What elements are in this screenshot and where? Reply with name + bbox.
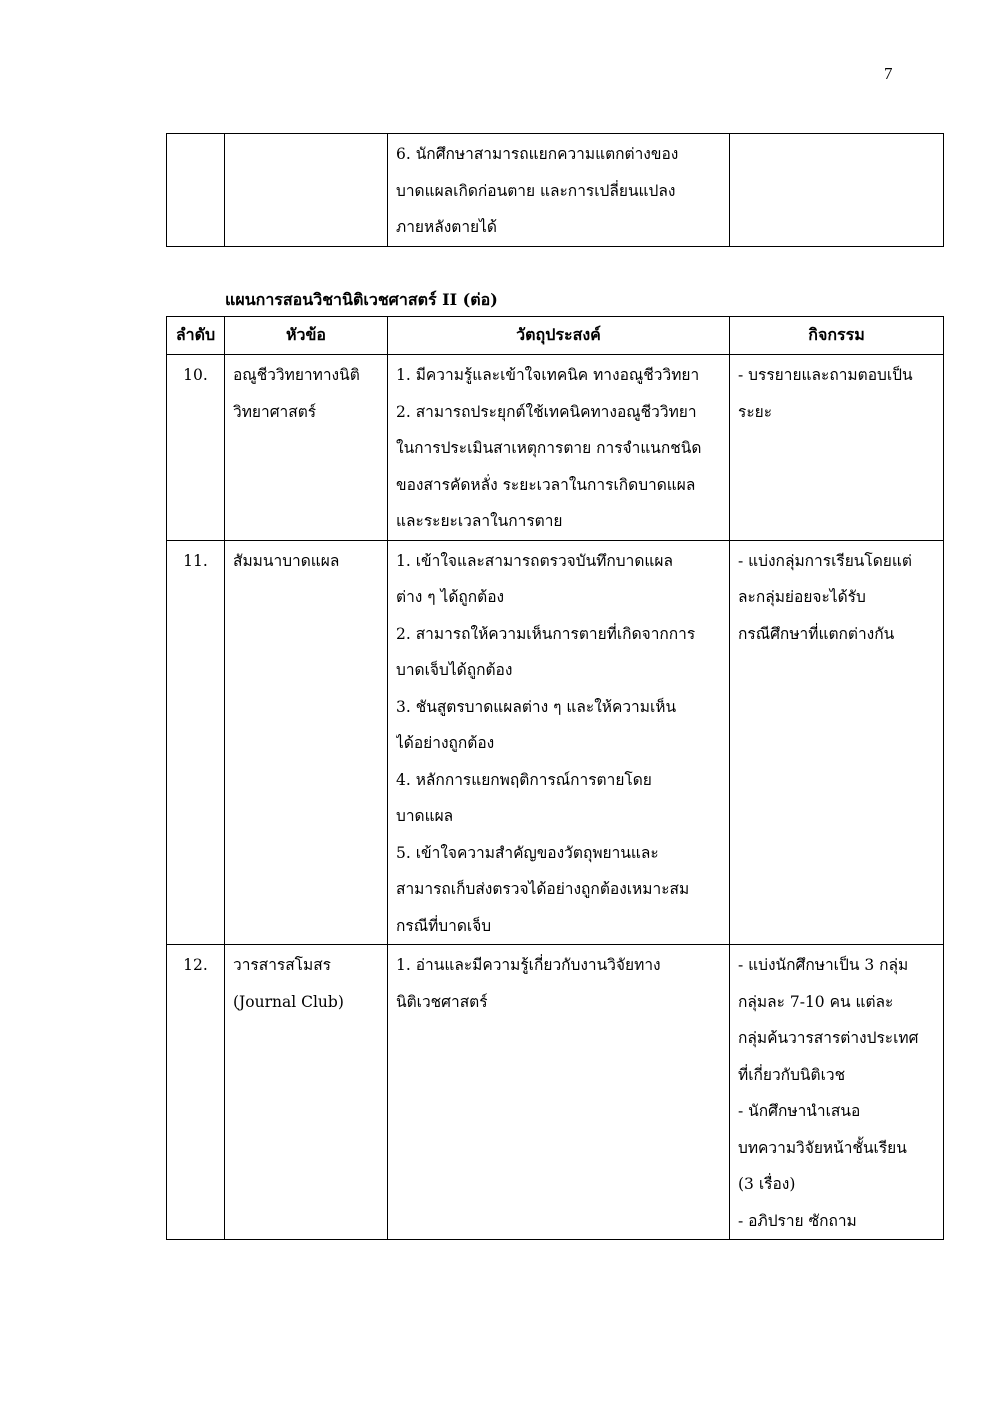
objective-line: กรณีที่บาดเจ็บ bbox=[396, 916, 492, 935]
objective-line: ของสารคัดหลั่ง ระยะเวลาในการเกิดบาดแผล bbox=[396, 475, 696, 494]
objective-line: 1. เข้าใจและสามารถตรวจบันทึกบาดแผล bbox=[396, 551, 673, 570]
header-row bbox=[167, 317, 944, 355]
activity-line: - อภิปราย ซักถาม bbox=[738, 1211, 857, 1230]
activity-line: - แบ่งนักศึกษาเป็น 3 กลุ่ม bbox=[738, 956, 909, 974]
continuation-table bbox=[166, 133, 944, 247]
objective-line: 2. สามารถประยุกต์ใช้เทคนิคทางอณูชีววิทยา bbox=[396, 402, 697, 421]
objective-line: ในการประเมินสาเหตุการตาย การจำแนกชนิด bbox=[396, 439, 702, 457]
topic-line: วารสารสโมสร bbox=[233, 956, 332, 974]
activity-line: บทความวิจัยหน้าชั้นเรียน bbox=[738, 1138, 907, 1157]
activity-line: กลุ่มค้นวารสารต่างประเทศ bbox=[738, 1029, 919, 1047]
activity-line: ละกลุ่มย่อยจะได้รับ bbox=[738, 588, 866, 606]
objective-line: บาดเจ็บได้ถูกต้อง bbox=[396, 661, 513, 679]
objectives-cell bbox=[388, 134, 730, 247]
objective-line: 1. อ่านและมีความรู้เกี่ยวกับงานวิจัยทาง bbox=[396, 956, 661, 974]
activity-line: ระยะ bbox=[738, 402, 773, 421]
topic-cell bbox=[225, 945, 388, 1240]
topic-line: สัมมนาบาดแผล bbox=[233, 551, 340, 570]
objective-line: 2. สามารถให้ความเห็นการตายที่เกิดจากการ bbox=[396, 624, 696, 643]
activity-line: - แบ่งกลุ่มการเรียนโดยแต่ bbox=[738, 551, 912, 570]
topic-cell bbox=[225, 540, 388, 945]
header-activities: กิจกรรม bbox=[730, 317, 944, 355]
activities-cell bbox=[730, 134, 944, 247]
objectives-cell bbox=[388, 945, 730, 1240]
topic-line: อณูชีววิทยาทางนิติ bbox=[233, 366, 360, 384]
activities-cell bbox=[730, 355, 944, 541]
topic-cell bbox=[225, 134, 388, 247]
header-topic: หัวข้อ bbox=[225, 317, 388, 355]
topic-line: (Journal Club) bbox=[233, 992, 344, 1011]
objective-line: ภายหลังตายได้ bbox=[396, 218, 497, 236]
topic-line: วิทยาศาสตร์ bbox=[233, 402, 317, 421]
objective-line: ต่าง ๆ ได้ถูกต้อง bbox=[396, 588, 505, 606]
objective-line: ได้อย่างถูกต้อง bbox=[396, 734, 495, 752]
objective-line: 1. มีความรู้และเข้าใจเทคนิค ทางอณูชีววิทยา bbox=[396, 366, 700, 384]
table-row bbox=[167, 945, 944, 1240]
objective-line: 3. ชันสูตรบาดแผลต่าง ๆ และให้ความเห็น bbox=[396, 697, 677, 716]
table-row bbox=[167, 134, 944, 247]
activity-line: กลุ่มละ 7-10 คน แต่ละ bbox=[738, 992, 894, 1011]
activities-cell bbox=[730, 540, 944, 945]
objective-line: 4. หลักการแยกพฤติการณ์การตายโดย bbox=[396, 770, 652, 789]
objective-line: นิติเวชศาสตร์ bbox=[396, 992, 488, 1011]
no-cell: 10. bbox=[167, 355, 225, 541]
lesson-plan-table bbox=[166, 316, 944, 1240]
header-no: ลำดับ bbox=[167, 317, 225, 355]
objective-line: สามารถเก็บส่งตรวจได้อย่างถูกต้องเหมาะสม bbox=[396, 880, 690, 898]
table-row bbox=[167, 355, 944, 541]
activity-line: - นักศึกษานำเสนอ bbox=[738, 1102, 861, 1120]
objectives-cell bbox=[388, 540, 730, 945]
objective-line: 5. เข้าใจความสำคัญของวัตถุพยานและ bbox=[396, 843, 659, 862]
objective-line: 6. นักศึกษาสามารถแยกความแตกต่างของ bbox=[396, 145, 679, 163]
activities-cell bbox=[730, 945, 944, 1240]
no-cell bbox=[167, 134, 225, 247]
objective-line: บาดแผลเกิดก่อนตาย และการเปลี่ยนแปลง bbox=[396, 181, 676, 200]
objective-line: และระยะเวลาในการตาย bbox=[396, 512, 563, 530]
activity-line: (3 เรื่อง) bbox=[738, 1175, 796, 1193]
topic-cell bbox=[225, 355, 388, 541]
activity-line: - บรรยายและถามตอบเป็น bbox=[738, 366, 913, 384]
page-number: 7 bbox=[884, 64, 893, 83]
objective-line: บาดแผล bbox=[396, 807, 454, 825]
activity-line: ที่เกี่ยวกับนิติเวช bbox=[738, 1065, 846, 1084]
table-row bbox=[167, 540, 944, 945]
table-heading: แผนการสอนวิชานิติเวชศาสตร์ II (ต่อ) bbox=[225, 290, 498, 309]
header-objectives: วัตถุประสงค์ bbox=[388, 317, 730, 355]
activity-line: กรณีศึกษาที่แตกต่างกัน bbox=[738, 624, 895, 643]
objectives-cell bbox=[388, 355, 730, 541]
no-cell: 11. bbox=[167, 540, 225, 945]
no-cell: 12. bbox=[167, 945, 225, 1240]
